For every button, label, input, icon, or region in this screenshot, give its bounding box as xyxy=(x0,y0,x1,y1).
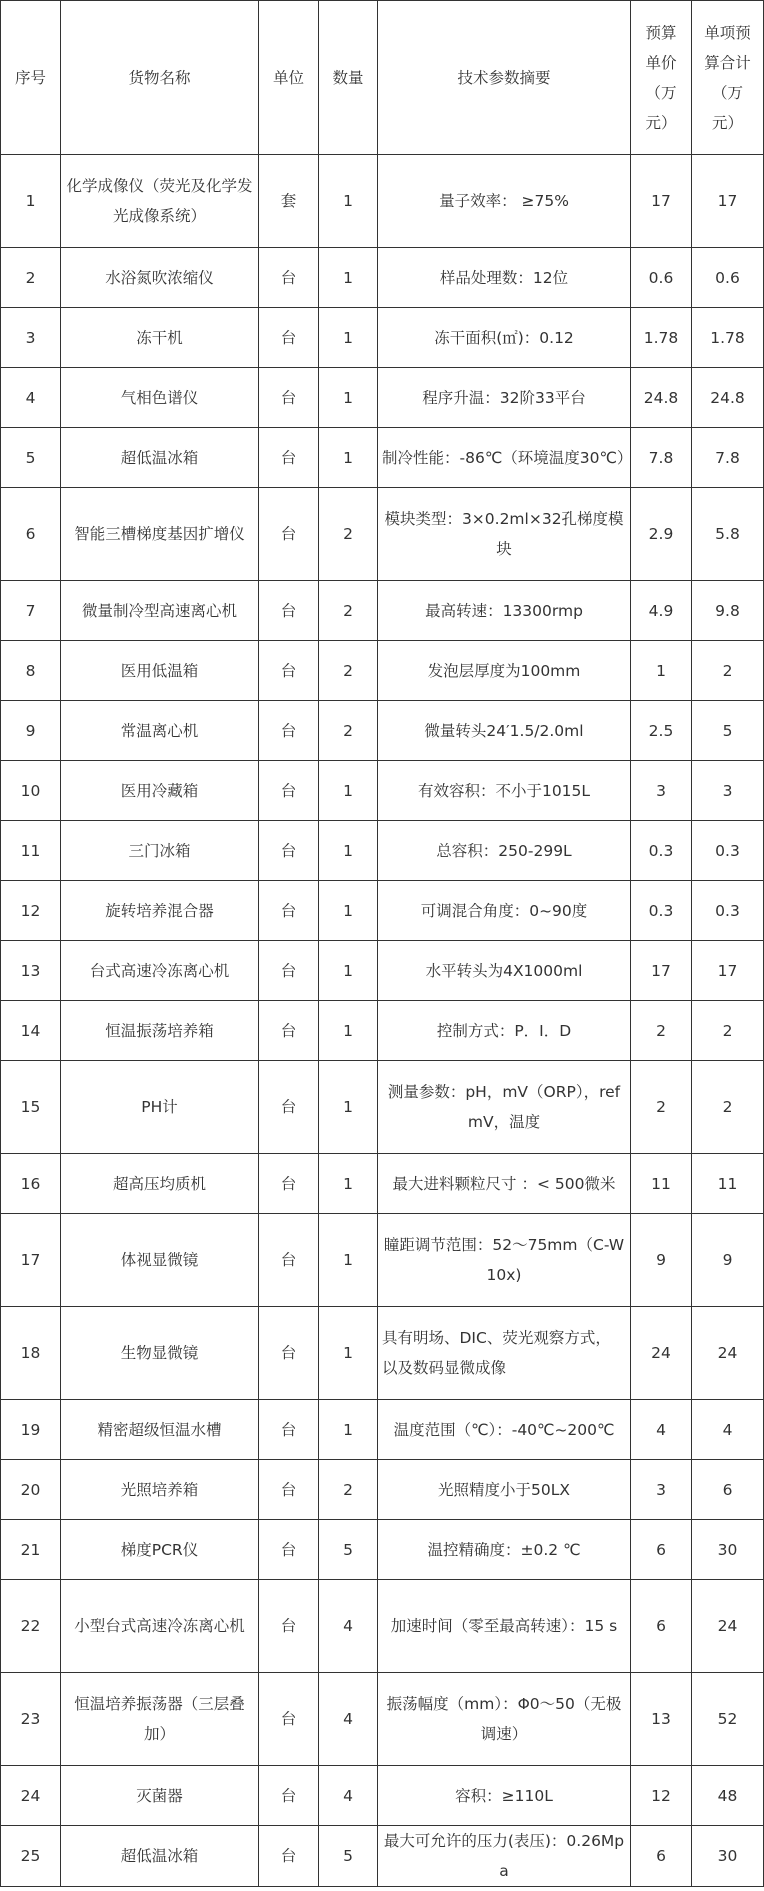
cell-subtotal: 24 xyxy=(692,1307,764,1400)
cell-qty: 1 xyxy=(319,428,378,488)
cell-qty: 2 xyxy=(319,701,378,761)
cell-qty: 1 xyxy=(319,368,378,428)
cell-qty: 1 xyxy=(319,248,378,308)
cell-unit: 台 xyxy=(259,308,319,368)
cell-unit: 台 xyxy=(259,701,319,761)
cell-qty: 1 xyxy=(319,821,378,881)
cell-spec: 冻干面积(㎡)：0.12 xyxy=(378,308,631,368)
cell-unit-price: 12 xyxy=(631,1766,692,1826)
table-row xyxy=(1,941,764,1001)
header-seq: 序号 xyxy=(1,1,61,155)
cell-subtotal: 6 xyxy=(692,1460,764,1520)
cell-spec: 制冷性能：-86℃（环境温度30℃） xyxy=(378,428,631,488)
cell-name: 生物显微镜 xyxy=(61,1307,259,1400)
cell-spec: 水平转头为4X1000ml xyxy=(378,941,631,1001)
header-spec: 技术参数摘要 xyxy=(378,1,631,155)
cell-seq: 16 xyxy=(1,1154,61,1214)
cell-subtotal: 52 xyxy=(692,1673,764,1766)
cell-unit: 台 xyxy=(259,1460,319,1520)
cell-qty: 2 xyxy=(319,1460,378,1520)
cell-name: 超高压均质机 xyxy=(61,1154,259,1214)
table-row xyxy=(1,368,764,428)
cell-qty: 2 xyxy=(319,581,378,641)
cell-qty: 1 xyxy=(319,308,378,368)
header-name: 货物名称 xyxy=(61,1,259,155)
cell-spec: 程序升温：32阶33平台 xyxy=(378,368,631,428)
cell-seq: 11 xyxy=(1,821,61,881)
cell-unit: 台 xyxy=(259,1580,319,1673)
cell-unit-price: 7.8 xyxy=(631,428,692,488)
cell-seq: 20 xyxy=(1,1460,61,1520)
cell-unit-price: 0.3 xyxy=(631,821,692,881)
table-row xyxy=(1,1400,764,1460)
cell-seq: 4 xyxy=(1,368,61,428)
cell-subtotal: 2 xyxy=(692,1001,764,1061)
cell-subtotal: 24.8 xyxy=(692,368,764,428)
cell-qty: 1 xyxy=(319,1061,378,1154)
cell-name: PH计 xyxy=(61,1061,259,1154)
cell-qty: 1 xyxy=(319,1400,378,1460)
cell-seq: 21 xyxy=(1,1520,61,1580)
header-unit-price-line: 单价 xyxy=(645,53,677,72)
cell-seq: 12 xyxy=(1,881,61,941)
table-row xyxy=(1,1307,764,1400)
cell-spec: 模块类型：3×0.2ml×32孔梯度模块 xyxy=(378,488,631,581)
cell-subtotal: 17 xyxy=(692,155,764,248)
cell-subtotal: 9.8 xyxy=(692,581,764,641)
cell-name: 气相色谱仪 xyxy=(61,368,259,428)
cell-name: 精密超级恒温水槽 xyxy=(61,1400,259,1460)
table-row xyxy=(1,821,764,881)
cell-unit: 台 xyxy=(259,1766,319,1826)
cell-name: 超低温冰箱 xyxy=(61,428,259,488)
cell-unit: 台 xyxy=(259,1673,319,1766)
cell-unit-price: 2.5 xyxy=(631,701,692,761)
cell-spec: 发泡层厚度为100mm xyxy=(378,641,631,701)
table-row xyxy=(1,581,764,641)
cell-subtotal: 4 xyxy=(692,1400,764,1460)
cell-unit-price: 3 xyxy=(631,761,692,821)
cell-seq: 2 xyxy=(1,248,61,308)
table-row xyxy=(1,1826,764,1887)
cell-unit-price: 24 xyxy=(631,1307,692,1400)
cell-unit-price: 2 xyxy=(631,1001,692,1061)
cell-unit-price: 11 xyxy=(631,1154,692,1214)
cell-spec: 温控精确度：±0.2 ℃ xyxy=(378,1520,631,1580)
cell-name: 常温离心机 xyxy=(61,701,259,761)
header-subtotal xyxy=(692,1,764,155)
cell-seq: 3 xyxy=(1,308,61,368)
table-row xyxy=(1,428,764,488)
table-row xyxy=(1,248,764,308)
cell-spec: 具有明场、DIC、荧光观察方式，以及数码显微成像 xyxy=(378,1307,631,1400)
header-row xyxy=(1,1,764,155)
cell-unit-price: 2 xyxy=(631,1061,692,1154)
cell-unit: 台 xyxy=(259,1001,319,1061)
cell-seq: 22 xyxy=(1,1580,61,1673)
cell-unit: 台 xyxy=(259,641,319,701)
table-row xyxy=(1,641,764,701)
cell-unit-price: 4.9 xyxy=(631,581,692,641)
cell-name: 医用低温箱 xyxy=(61,641,259,701)
cell-name: 水浴氮吹浓缩仪 xyxy=(61,248,259,308)
table-row xyxy=(1,1154,764,1214)
header-unit-price-line: 预算 xyxy=(645,23,677,42)
cell-unit: 台 xyxy=(259,248,319,308)
cell-qty: 1 xyxy=(319,155,378,248)
cell-unit-price: 0.3 xyxy=(631,881,692,941)
cell-seq: 25 xyxy=(1,1826,61,1887)
cell-spec: 可调混合角度：0~90度 xyxy=(378,881,631,941)
cell-name: 微量制冷型高速离心机 xyxy=(61,581,259,641)
header-subtotal-line: （万 xyxy=(711,83,743,102)
cell-unit-price: 1.78 xyxy=(631,308,692,368)
cell-spec: 最大进料颗粒尺寸 ：< 500微米 xyxy=(378,1154,631,1214)
cell-name: 光照培养箱 xyxy=(61,1460,259,1520)
cell-unit: 台 xyxy=(259,941,319,1001)
table-row xyxy=(1,881,764,941)
cell-unit-price: 3 xyxy=(631,1460,692,1520)
cell-unit-price: 4 xyxy=(631,1400,692,1460)
cell-seq: 9 xyxy=(1,701,61,761)
table-row xyxy=(1,1766,764,1826)
cell-spec: 瞳距调节范围：52～75mm（C-W10x) xyxy=(378,1214,631,1307)
cell-unit-price: 17 xyxy=(631,155,692,248)
cell-subtotal: 0.3 xyxy=(692,881,764,941)
cell-seq: 7 xyxy=(1,581,61,641)
cell-unit: 台 xyxy=(259,428,319,488)
header-unit-price-line: 元） xyxy=(645,113,677,132)
cell-qty: 1 xyxy=(319,941,378,1001)
cell-spec: 测量参数：pH，mV（ORP），ref mV，温度 xyxy=(378,1061,631,1154)
cell-seq: 8 xyxy=(1,641,61,701)
cell-subtotal: 5.8 xyxy=(692,488,764,581)
cell-unit: 台 xyxy=(259,881,319,941)
cell-subtotal: 9 xyxy=(692,1214,764,1307)
table-row xyxy=(1,308,764,368)
cell-seq: 5 xyxy=(1,428,61,488)
cell-name: 超低温冰箱 xyxy=(61,1826,259,1887)
cell-unit-price: 17 xyxy=(631,941,692,1001)
cell-subtotal: 48 xyxy=(692,1766,764,1826)
cell-name: 三门冰箱 xyxy=(61,821,259,881)
table-row xyxy=(1,1460,764,1520)
cell-subtotal: 17 xyxy=(692,941,764,1001)
cell-unit: 套 xyxy=(259,155,319,248)
cell-spec: 最大可允许的压力(表压)：0.26Mpa xyxy=(378,1826,631,1887)
cell-seq: 17 xyxy=(1,1214,61,1307)
cell-subtotal: 1.78 xyxy=(692,308,764,368)
cell-spec: 容积：≥110L xyxy=(378,1766,631,1826)
cell-spec: 振荡幅度（mm）：Φ0～50（无极调速） xyxy=(378,1673,631,1766)
table-row xyxy=(1,1001,764,1061)
cell-seq: 18 xyxy=(1,1307,61,1400)
cell-spec: 控制方式：P．I．D xyxy=(378,1001,631,1061)
cell-name: 灭菌器 xyxy=(61,1766,259,1826)
cell-unit-price: 9 xyxy=(631,1214,692,1307)
cell-qty: 4 xyxy=(319,1673,378,1766)
table-row xyxy=(1,155,764,248)
cell-seq: 1 xyxy=(1,155,61,248)
cell-unit: 台 xyxy=(259,1400,319,1460)
cell-name: 化学成像仪（荧光及化学发光成像系统） xyxy=(61,155,259,248)
cell-unit: 台 xyxy=(259,1826,319,1887)
cell-unit-price: 13 xyxy=(631,1673,692,1766)
cell-spec: 总容积：250-299L xyxy=(378,821,631,881)
cell-subtotal: 0.6 xyxy=(692,248,764,308)
cell-qty: 1 xyxy=(319,761,378,821)
header-subtotal-line: 算合计 xyxy=(704,53,751,72)
cell-spec: 量子效率： ≥75% xyxy=(378,155,631,248)
cell-qty: 4 xyxy=(319,1766,378,1826)
cell-subtotal: 11 xyxy=(692,1154,764,1214)
header-subtotal-line: 单项预 xyxy=(704,23,751,42)
cell-name: 台式高速冷冻离心机 xyxy=(61,941,259,1001)
cell-seq: 24 xyxy=(1,1766,61,1826)
cell-seq: 6 xyxy=(1,488,61,581)
table-row xyxy=(1,1580,764,1673)
cell-unit: 台 xyxy=(259,1061,319,1154)
cell-unit-price: 6 xyxy=(631,1826,692,1887)
cell-qty: 5 xyxy=(319,1520,378,1580)
cell-name: 梯度PCR仪 xyxy=(61,1520,259,1580)
cell-spec: 最高转速：13300rmp xyxy=(378,581,631,641)
cell-name: 医用冷藏箱 xyxy=(61,761,259,821)
header-subtotal-line: 元） xyxy=(711,113,743,132)
cell-qty: 1 xyxy=(319,1001,378,1061)
header-qty: 数量 xyxy=(319,1,378,155)
cell-unit-price: 1 xyxy=(631,641,692,701)
cell-seq: 14 xyxy=(1,1001,61,1061)
cell-unit: 台 xyxy=(259,488,319,581)
cell-subtotal: 5 xyxy=(692,701,764,761)
cell-subtotal: 2 xyxy=(692,1061,764,1154)
cell-unit: 台 xyxy=(259,1214,319,1307)
cell-unit-price: 24.8 xyxy=(631,368,692,428)
cell-subtotal: 0.3 xyxy=(692,821,764,881)
cell-subtotal: 7.8 xyxy=(692,428,764,488)
cell-unit: 台 xyxy=(259,821,319,881)
cell-unit-price: 0.6 xyxy=(631,248,692,308)
cell-name: 恒温培养振荡器（三层叠加） xyxy=(61,1673,259,1766)
table-row xyxy=(1,761,764,821)
cell-qty: 1 xyxy=(319,1214,378,1307)
cell-unit: 台 xyxy=(259,1520,319,1580)
header-unit-price-line: （万 xyxy=(645,83,677,102)
cell-spec: 样品处理数：12位 xyxy=(378,248,631,308)
cell-spec: 加速时间（零至最高转速）：15 s xyxy=(378,1580,631,1673)
cell-unit: 台 xyxy=(259,1307,319,1400)
cell-subtotal: 3 xyxy=(692,761,764,821)
cell-seq: 10 xyxy=(1,761,61,821)
cell-subtotal: 2 xyxy=(692,641,764,701)
cell-qty: 1 xyxy=(319,1154,378,1214)
cell-unit: 台 xyxy=(259,1154,319,1214)
cell-name: 旋转培养混合器 xyxy=(61,881,259,941)
cell-seq: 23 xyxy=(1,1673,61,1766)
cell-name: 智能三槽梯度基因扩增仪 xyxy=(61,488,259,581)
cell-unit: 台 xyxy=(259,368,319,428)
cell-spec: 光照精度小于50LX xyxy=(378,1460,631,1520)
cell-seq: 13 xyxy=(1,941,61,1001)
cell-qty: 5 xyxy=(319,1826,378,1887)
cell-seq: 15 xyxy=(1,1061,61,1154)
cell-spec: 温度范围（℃）：-40℃~200℃ xyxy=(378,1400,631,1460)
table-row xyxy=(1,701,764,761)
cell-unit: 台 xyxy=(259,761,319,821)
table-row xyxy=(1,1214,764,1307)
cell-spec: 有效容积：不小于1015L xyxy=(378,761,631,821)
cell-spec: 微量转头24′1.5/2.0ml xyxy=(378,701,631,761)
cell-subtotal: 24 xyxy=(692,1580,764,1673)
cell-subtotal: 30 xyxy=(692,1520,764,1580)
cell-seq: 19 xyxy=(1,1400,61,1460)
cell-qty: 1 xyxy=(319,1307,378,1400)
cell-name: 体视显微镜 xyxy=(61,1214,259,1307)
cell-name: 冻干机 xyxy=(61,308,259,368)
cell-name: 小型台式高速冷冻离心机 xyxy=(61,1580,259,1673)
cell-qty: 4 xyxy=(319,1580,378,1673)
table-row xyxy=(1,1520,764,1580)
table-row xyxy=(1,1673,764,1766)
cell-subtotal: 30 xyxy=(692,1826,764,1887)
cell-unit-price: 6 xyxy=(631,1520,692,1580)
cell-qty: 2 xyxy=(319,641,378,701)
cell-name: 恒温振荡培养箱 xyxy=(61,1001,259,1061)
cell-unit-price: 6 xyxy=(631,1580,692,1673)
cell-unit: 台 xyxy=(259,581,319,641)
cell-unit-price: 2.9 xyxy=(631,488,692,581)
cell-qty: 1 xyxy=(319,881,378,941)
table-row xyxy=(1,488,764,581)
table-row xyxy=(1,1061,764,1154)
header-unit-price xyxy=(631,1,692,155)
cell-qty: 2 xyxy=(319,488,378,581)
header-unit: 单位 xyxy=(259,1,319,155)
